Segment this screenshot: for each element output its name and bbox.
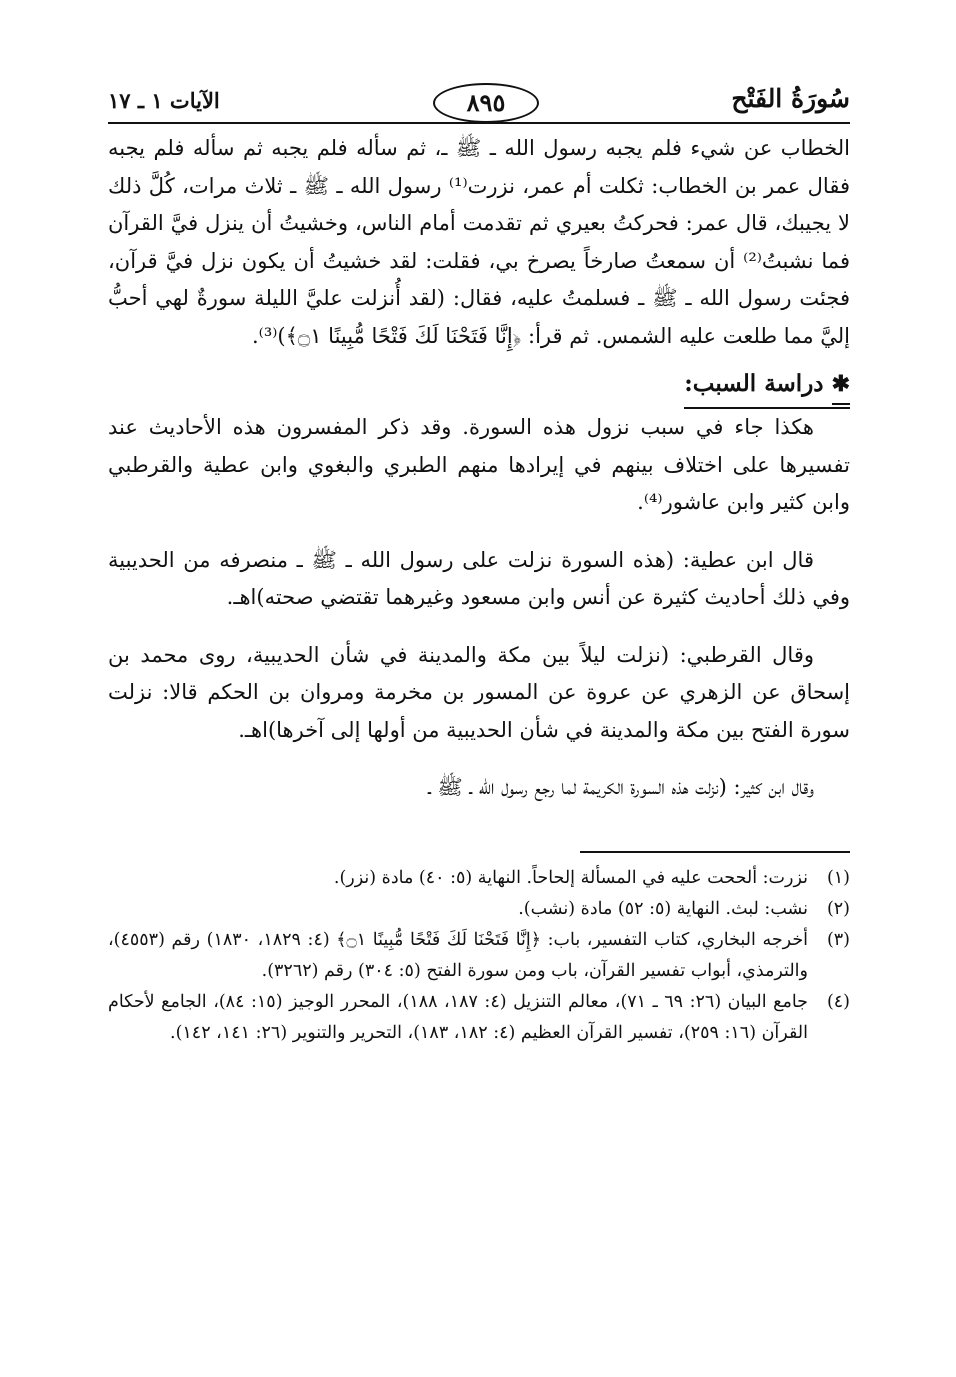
footnote-text: نشب: لبث. النهاية (٥: ٥٢) مادة (نشب). [518,898,808,919]
footnote-number: (٤) [826,991,850,1012]
paragraph-ibn-atiyya: قال ابن عطية: (هذه السورة نزلت على رسول الله ـ ﷺ ـ منصرفه من الحديبية وفي ذلك أحاديث كثيرة عن أنس وابن مسعود وغيرهما تقتضي صحته)اهـ. [108,547,850,609]
footnote-text: نزرت: ألححت عليه في المسألة إلحاحاً. النهاية (٥: ٤٠) مادة (نزر). [333,867,808,888]
paragraph-qurtubi: وقال القرطبي: (نزلت ليلاً بين مكة والمدينة في شأن الحديبية، روى محمد بن إسحاق عن الزهري عن عروة عن المسور بن مخرمة ومروان بن الحكم قالا: نزلت سورة الفتح بين مكة والمدينة في شأن الحديبية من أولها إلى آخرها)اهـ. [108,642,850,742]
main-text [108,130,850,807]
footnote-number: (١) [826,867,850,888]
footnote-item [108,863,850,894]
page-header [108,80,850,130]
paragraph-hadith: الخطاب عن شيء فلم يجبه رسول الله ـ ﷺ ـ، ثم سأله فلم يجبه ثم سأله فلم يجبه فقال عمر بن الخطاب: ثكلت أم عمر، نزرت⁽¹⁾ رسول الله ـ ﷺ ـ ثلاث مرات، كُلَّ ذلك لا يجيبك، قال عمر: فحركتُ بعيري ثم تقدمت أمام الناس، وخشيتُ أن ينزل فيَّ القرآن فما نشبتُ⁽²⁾ أن سمعتُ صارخاً يصرخ بي، فقلت: لقد خشيتُ أن يكون نزل فيَّ قرآن، فجئت رسول الله ـ ﷺ ـ فسلمتُ عليه، فقال: (لقد أُنزلت عليَّ الليلة سورةٌ لهي أحبُّ إليَّ مما طلعت عليه الشمس. ثم قرأ: ﴿إِنَّا فَتَحْنَا لَكَ فَتْحًا مُّبِينًا ۝١﴾)⁽³⁾. [108,136,850,348]
footnote-text: جامع البيان (٢٦: ٦٩ ـ ٧١)، معالم التنزيل (٤: ١٨٧، ١٨٨)، المحرر الوجيز (١٥: ٨٤)، الجامع لأحكام القرآن (١٦: ٢٥٩)، تفسير القرآن العظيم (٤: ١٨٢، ١٨٣)، التحرير والتنوير (٢٦: ١٤١، ١٤٢). [108,991,808,1043]
verses-range: الآيات ١ ـ ١٧ [108,88,220,113]
section-heading [108,367,850,409]
footnotes [108,863,850,1049]
footnote-text: أخرجه البخاري، كتاب التفسير، باب: ﴿إِنَّا فَتَحْنَا لَكَ فَتْحًا مُّبِينًا ۝١﴾ (٤: ١٨٢٩، ١٨٣٠) رقم (٤٥٥٣)، والترمذي، أبواب تفسير القرآن، باب ومن سورة الفتح (٥: ٣٠٤) رقم (٣٢٦٢). [108,929,809,981]
header-rule [108,122,850,124]
footnote-item [108,925,850,987]
paragraph-study: هكذا جاء في سبب نزول هذه السورة. وقد ذكر المفسرون هذه الأحاديث عند تفسيرها على اختلاف بينهم في إيرادها منهم الطبري والبغوي وابن عطية والقرطبي وابن كثير وابن عاشور⁽⁴⁾. [108,415,850,514]
footnote-item [108,894,850,925]
book-page [108,80,850,1049]
footnote-separator [580,851,850,853]
footnote-number: (٢) [826,898,850,919]
section-title: دراسة السبب: [684,370,824,397]
page-number: ٨٩٥ [433,83,539,123]
footnote-number: (٣) [826,929,850,950]
star-icon: ✱ [832,367,850,405]
paragraph-ibn-kathir: وقال ابن كثير: (نزلت هذه السورة الكريمة لما رجع رسول الله ـ ﷺ ـ [428,775,814,799]
surah-title: سُورَةُ الفَتْح [731,84,850,113]
footnote-item [108,987,850,1049]
